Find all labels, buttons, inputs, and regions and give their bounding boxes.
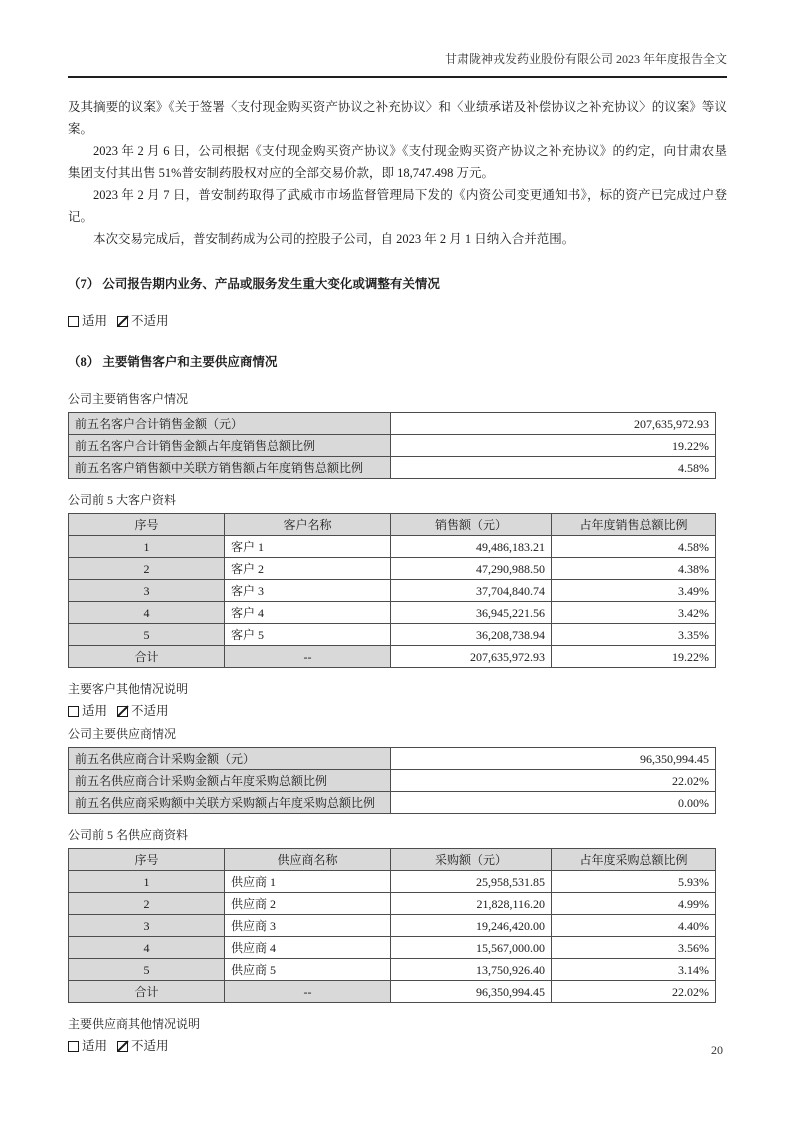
checkbox-unchecked-icon xyxy=(68,316,79,327)
cell-index: 4 xyxy=(69,937,225,959)
cell-total-ratio: 22.02% xyxy=(552,981,716,1003)
cell-customer-name: 客户 1 xyxy=(225,536,391,558)
cell-index: 1 xyxy=(69,536,225,558)
cell-sales-amount: 49,486,183.21 xyxy=(391,536,552,558)
customer-note-title: 主要客户其他情况说明 xyxy=(68,682,189,696)
not-applicable-label: 不适用 xyxy=(131,1039,169,1053)
table-row xyxy=(69,959,716,981)
checkbox-checked-icon xyxy=(117,1041,128,1052)
cell-sales-amount: 37,704,840.74 xyxy=(391,580,552,602)
table-row xyxy=(69,435,716,457)
table-row xyxy=(69,937,716,959)
cell-purchase-amount: 21,828,116.20 xyxy=(391,893,552,915)
table-row xyxy=(69,457,716,479)
body-paragraphs xyxy=(68,96,727,250)
section-7-applicability xyxy=(68,314,727,328)
suppliers-detail-caption: 公司前 5 名供应商资料 xyxy=(68,828,189,842)
suppliers-summary-caption: 公司主要供应商情况 xyxy=(68,727,177,741)
page-content xyxy=(68,0,727,1053)
customers-summary-caption: 公司主要销售客户情况 xyxy=(68,392,189,406)
column-header: 占年度采购总额比例 xyxy=(552,849,716,871)
cell-sales-amount: 36,945,221.56 xyxy=(391,602,552,624)
summary-value: 0.00% xyxy=(391,792,716,814)
cell-supplier-name: 供应商 3 xyxy=(225,915,391,937)
summary-value: 207,635,972.93 xyxy=(391,413,716,435)
cell-total-ratio: 19.22% xyxy=(552,646,716,668)
supplier-note-title: 主要供应商其他情况说明 xyxy=(68,1017,201,1031)
customers-summary-table xyxy=(68,412,716,479)
cell-total-label: 合计 xyxy=(69,646,225,668)
cell-sales-amount: 36,208,738.94 xyxy=(391,624,552,646)
table-row xyxy=(69,558,716,580)
cell-purchase-amount: 25,958,531.85 xyxy=(391,871,552,893)
summary-label: 前五名客户合计销售金额（元） xyxy=(69,413,391,435)
not-applicable-label: 不适用 xyxy=(131,314,169,328)
column-header: 客户名称 xyxy=(225,514,391,536)
header-title: 甘肃陇神戎发药业股份有限公司 2023 年年度报告全文 xyxy=(444,52,727,66)
cell-index: 3 xyxy=(69,580,225,602)
cell-sales-amount: 47,290,988.50 xyxy=(391,558,552,580)
cell-index: 1 xyxy=(69,871,225,893)
paragraph: 2023 年 2 月 6 日，公司根据《支付现金购买资产协议》《支付现金购买资产协议之补充协议》的约定，向甘肃农垦集团支付其出售 51%普安制药股权对应的全部交易价款，即 18,747.498 万元。 xyxy=(68,144,727,180)
checkbox-unchecked-icon xyxy=(68,706,79,717)
cell-index: 3 xyxy=(69,915,225,937)
cell-sales-ratio: 3.35% xyxy=(552,624,716,646)
table-header-row xyxy=(69,514,716,536)
cell-customer-name: 客户 4 xyxy=(225,602,391,624)
column-header: 采购额（元） xyxy=(391,849,552,871)
page-header xyxy=(68,0,727,78)
summary-label: 前五名供应商合计采购金额（元） xyxy=(69,748,391,770)
cell-purchase-ratio: 3.56% xyxy=(552,937,716,959)
customer-note-applicability xyxy=(68,704,727,718)
summary-label: 前五名客户销售额中关联方销售额占年度销售总额比例 xyxy=(69,457,391,479)
checkbox-checked-icon xyxy=(117,316,128,327)
summary-value: 4.58% xyxy=(391,457,716,479)
cell-customer-name: 客户 3 xyxy=(225,580,391,602)
cell-total-dash: -- xyxy=(225,981,391,1003)
table-row xyxy=(69,580,716,602)
cell-purchase-amount: 13,750,926.40 xyxy=(391,959,552,981)
customers-detail-table xyxy=(68,513,716,668)
cell-total-amount: 207,635,972.93 xyxy=(391,646,552,668)
checkbox-unchecked-icon xyxy=(68,1041,79,1052)
table-row xyxy=(69,893,716,915)
cell-total-label: 合计 xyxy=(69,981,225,1003)
column-header: 供应商名称 xyxy=(225,849,391,871)
table-row xyxy=(69,624,716,646)
summary-label: 前五名供应商合计采购金额占年度采购总额比例 xyxy=(69,770,391,792)
customers-detail-caption: 公司前 5 大客户资料 xyxy=(68,493,177,507)
applicable-label: 适用 xyxy=(82,314,108,328)
table-row xyxy=(69,770,716,792)
summary-label: 前五名客户合计销售金额占年度销售总额比例 xyxy=(69,435,391,457)
applicable-label: 适用 xyxy=(82,1039,108,1053)
not-applicable-label: 不适用 xyxy=(131,704,169,718)
column-header: 占年度销售总额比例 xyxy=(552,514,716,536)
table-row xyxy=(69,413,716,435)
table-total-row xyxy=(69,646,716,668)
table-row xyxy=(69,536,716,558)
cell-purchase-ratio: 5.93% xyxy=(552,871,716,893)
cell-index: 2 xyxy=(69,558,225,580)
suppliers-detail-table xyxy=(68,848,716,1003)
table-row xyxy=(69,602,716,624)
cell-sales-ratio: 3.49% xyxy=(552,580,716,602)
cell-purchase-ratio: 4.40% xyxy=(552,915,716,937)
cell-sales-ratio: 4.58% xyxy=(552,536,716,558)
summary-label: 前五名供应商采购额中关联方采购额占年度采购总额比例 xyxy=(69,792,391,814)
cell-total-amount: 96,350,994.45 xyxy=(391,981,552,1003)
cell-index: 4 xyxy=(69,602,225,624)
cell-supplier-name: 供应商 1 xyxy=(225,871,391,893)
table-total-row xyxy=(69,981,716,1003)
supplier-note-applicability xyxy=(68,1039,727,1053)
cell-index: 2 xyxy=(69,893,225,915)
section-8-heading: （8） 主要销售客户和主要供应商情况 xyxy=(68,355,278,369)
paragraph: 本次交易完成后，普安制药成为公司的控股子公司，自 2023 年 2 月 1 日纳入合并范围。 xyxy=(93,232,575,246)
table-row xyxy=(69,915,716,937)
table-row xyxy=(69,792,716,814)
column-header: 销售额（元） xyxy=(391,514,552,536)
paragraph: 及其摘要的议案》《关于签署〈支付现金购买资产协议之补充协议〉和〈业绩承诺及补偿协议之补充协议〉的议案》等议案。 xyxy=(68,100,727,136)
cell-index: 5 xyxy=(69,959,225,981)
cell-purchase-amount: 15,567,000.00 xyxy=(391,937,552,959)
cell-supplier-name: 供应商 5 xyxy=(225,959,391,981)
cell-supplier-name: 供应商 2 xyxy=(225,893,391,915)
section-7-heading: （7） 公司报告期内业务、产品或服务发生重大变化或调整有关情况 xyxy=(68,277,440,291)
paragraph: 2023 年 2 月 7 日，普安制药取得了武威市市场监督管理局下发的《内资公司变更通知书》，标的资产已完成过户登记。 xyxy=(68,188,727,224)
summary-value: 22.02% xyxy=(391,770,716,792)
column-header: 序号 xyxy=(69,849,225,871)
suppliers-summary-table xyxy=(68,747,716,814)
cell-total-dash: -- xyxy=(225,646,391,668)
applicable-label: 适用 xyxy=(82,704,108,718)
cell-supplier-name: 供应商 4 xyxy=(225,937,391,959)
column-header: 序号 xyxy=(69,514,225,536)
summary-value: 19.22% xyxy=(391,435,716,457)
page-number: 20 xyxy=(711,1043,723,1057)
cell-index: 5 xyxy=(69,624,225,646)
cell-sales-ratio: 3.42% xyxy=(552,602,716,624)
cell-purchase-amount: 19,246,420.00 xyxy=(391,915,552,937)
checkbox-checked-icon xyxy=(117,706,128,717)
table-row xyxy=(69,871,716,893)
cell-sales-ratio: 4.38% xyxy=(552,558,716,580)
table-row xyxy=(69,748,716,770)
cell-customer-name: 客户 5 xyxy=(225,624,391,646)
table-header-row xyxy=(69,849,716,871)
summary-value: 96,350,994.45 xyxy=(391,748,716,770)
cell-purchase-ratio: 3.14% xyxy=(552,959,716,981)
cell-customer-name: 客户 2 xyxy=(225,558,391,580)
cell-purchase-ratio: 4.99% xyxy=(552,893,716,915)
